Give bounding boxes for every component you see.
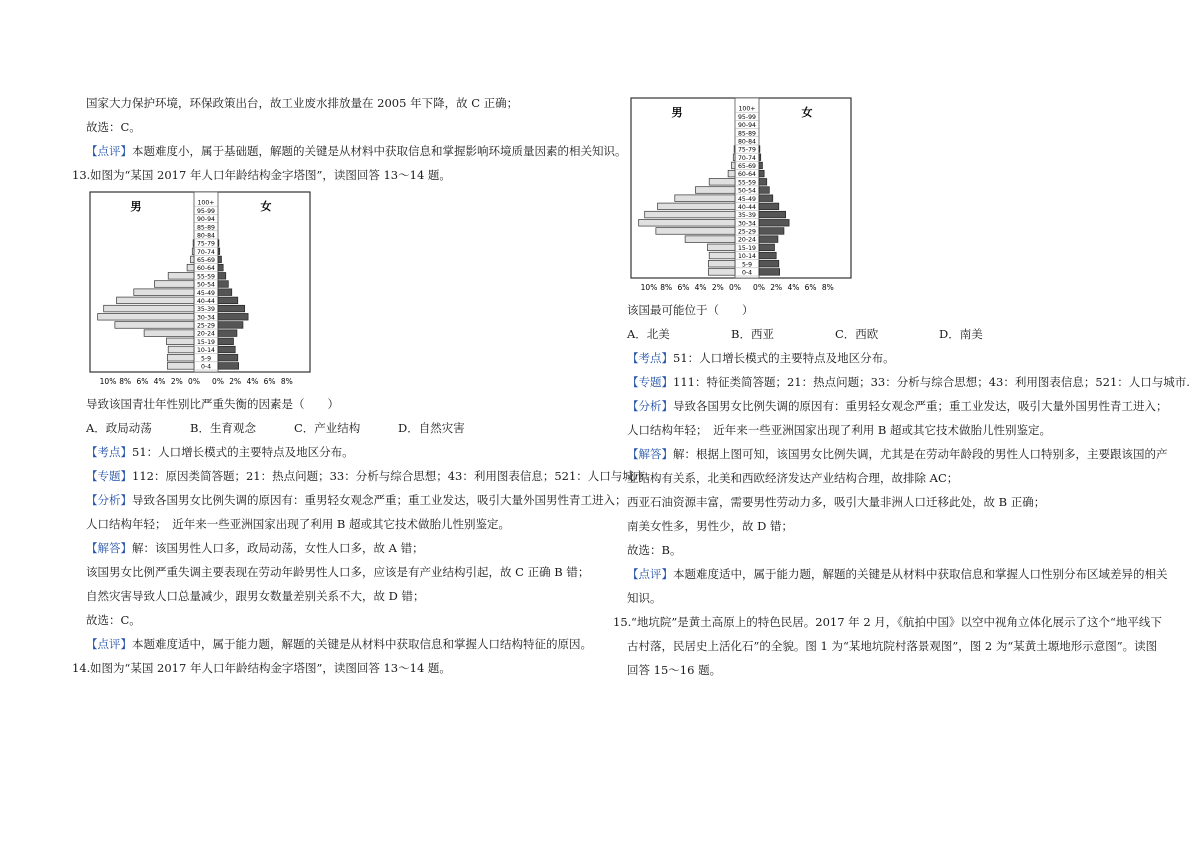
x-tick-label-male: 2% xyxy=(170,377,183,386)
x-tick-label-male: 4% xyxy=(153,377,166,386)
x-tick-label-male: 2% xyxy=(711,283,724,292)
zhuanti-line xyxy=(627,375,1190,389)
x-tick-label-female: 4% xyxy=(787,283,800,292)
male-bar xyxy=(708,269,735,276)
female-bar xyxy=(759,236,778,243)
jieda-tag: 【解答】 xyxy=(86,541,132,555)
zhuanti-tag: 【专题】 xyxy=(86,469,132,483)
fenxi-text: 导致各国男女比例失调的原因有：重男轻女观念严重；重工业发达，吸引大量外国男性青工进入； xyxy=(132,493,627,507)
age-tick-label: 95-99 xyxy=(738,113,756,121)
age-tick-label: 50-54 xyxy=(197,281,215,289)
option-c[interactable]: C．西欧 xyxy=(835,327,879,341)
option-b[interactable]: B．西亚 xyxy=(731,327,774,341)
age-tick-label: 10-14 xyxy=(197,347,215,355)
age-tick-label: 90-94 xyxy=(197,216,215,224)
male-bar xyxy=(733,154,735,161)
x-tick-label-female: 8% xyxy=(821,283,834,292)
x-tick-label-male: 8% xyxy=(119,377,132,386)
options-row xyxy=(627,327,983,341)
age-tick-label: 35-39 xyxy=(197,306,215,314)
female-bar xyxy=(218,256,221,263)
review-line xyxy=(627,567,1168,581)
male-bar xyxy=(191,256,194,263)
female-bar xyxy=(218,330,237,337)
female-bar xyxy=(218,248,220,255)
pyramid-svg xyxy=(86,188,314,402)
review-line xyxy=(86,144,627,158)
male-bar xyxy=(154,281,194,288)
female-bar xyxy=(218,346,235,353)
kaodian-tag: 【考点】 xyxy=(86,445,132,459)
x-tick-label-male: 10% xyxy=(640,283,658,292)
age-tick-label: 5-9 xyxy=(200,355,212,363)
review-tag: 【点评】 xyxy=(627,567,673,581)
jieda-text: 解：根据上图可知，该国男女比例失调，尤其是在劳动年龄段的男性人口特别多，主要跟该国的产 xyxy=(673,447,1168,461)
age-tick-label: 70-74 xyxy=(197,248,215,256)
female-bar xyxy=(759,219,789,226)
age-tick-label: 50-54 xyxy=(738,187,756,195)
female-bar xyxy=(759,228,784,235)
option-a[interactable]: A．政局动荡 xyxy=(86,421,152,435)
male-bar xyxy=(639,219,735,226)
female-label: 女 xyxy=(801,106,813,119)
review-text: 本题难度适中，属于能力题，解题的关键是从材料中获取信息和掌握人口性别分布区域差异的相关 xyxy=(673,567,1168,581)
fenxi-line xyxy=(627,399,1168,413)
age-tick-label: 65-69 xyxy=(197,257,215,265)
male-label: 男 xyxy=(130,200,142,213)
fenxi-text: 导致各国男女比例失调的原因有：重男轻女观念严重；重工业发达，吸引大量外国男性青工进入； xyxy=(673,399,1168,413)
x-tick-label-female: 2% xyxy=(770,283,783,292)
age-tick-label: 0-4 xyxy=(741,269,753,277)
jieda-tag: 【解答】 xyxy=(627,447,673,461)
fenxi-continued: 人口结构年轻； 近年来一些亚洲国家出现了利用 B 超或其它技术做胎儿性别鉴定。 xyxy=(86,517,511,531)
question-number: 14. xyxy=(72,661,91,675)
option-b[interactable]: B．生育观念 xyxy=(190,421,256,435)
female-bar xyxy=(759,260,779,267)
age-tick-label: 30-34 xyxy=(738,220,756,228)
female-bar xyxy=(759,179,767,186)
option-a[interactable]: A．北美 xyxy=(627,327,670,341)
x-tick-label-male: 6% xyxy=(677,283,690,292)
x-tick-label-female: 2% xyxy=(229,377,242,386)
female-bar xyxy=(759,170,764,177)
option-d[interactable]: D．自然灾害 xyxy=(398,421,465,435)
population-pyramid-chart xyxy=(627,94,855,312)
male-label: 男 xyxy=(671,106,683,119)
female-bar xyxy=(218,354,238,361)
female-label: 女 xyxy=(260,200,272,213)
jieda-continued: 自然灾害导致人口总量减少，跟男女数量差别关系不大，故 D 错； xyxy=(86,589,425,603)
age-tick-label: 20-24 xyxy=(738,236,756,244)
female-bar xyxy=(759,203,779,210)
age-tick-label: 85-89 xyxy=(738,130,756,138)
age-tick-label: 0-4 xyxy=(200,363,212,371)
age-tick-label: 5-9 xyxy=(741,261,753,269)
review-continued: 知识。 xyxy=(627,591,662,605)
fenxi-line xyxy=(86,493,627,507)
female-bar xyxy=(218,363,239,370)
fenxi-tag: 【分析】 xyxy=(86,493,132,507)
age-tick-label: 65-69 xyxy=(738,163,756,171)
jieda-text: 解：该国男性人口多，政局动荡，女性人口多，故 A 错； xyxy=(132,541,424,555)
age-tick-label: 60-64 xyxy=(738,171,756,179)
male-bar xyxy=(192,248,194,255)
age-tick-label: 55-59 xyxy=(738,179,756,187)
male-bar xyxy=(187,264,194,271)
female-bar xyxy=(218,338,233,345)
female-bar xyxy=(759,154,761,161)
question-number: 15. xyxy=(613,615,632,629)
jieda-continued: 该国男女比例严重失调主要表现在劳动年龄男性人口多，应该是有产业结构引起，故 C 正确 B 错； xyxy=(86,565,590,579)
age-tick-label: 25-29 xyxy=(738,228,756,236)
male-bar xyxy=(144,330,194,337)
question-stem: “地坑院”是黄土高原上的特色民居。2017 年 2 月，《航拍中国》以空中视角立体化展示了这个“地平线下 xyxy=(631,615,1162,629)
x-tick-label-male: 6% xyxy=(136,377,149,386)
question-stem: 如图为“某国 2017 年人口年龄结构金字塔图”，读图回答 13～14 题。 xyxy=(90,168,451,182)
review-tag: 【点评】 xyxy=(86,144,132,158)
zhuanti-line xyxy=(86,469,649,483)
age-tick-label: 15-19 xyxy=(738,244,756,252)
female-bar xyxy=(759,252,776,259)
x-tick-label-male: 0% xyxy=(729,283,741,292)
jieda-continued: 业结构有关系，北美和西欧经济发达产业结构合理，故排除 AC； xyxy=(627,471,959,485)
x-tick-label-female: 8% xyxy=(280,377,293,386)
x-tick-label-female: 6% xyxy=(804,283,817,292)
male-bar xyxy=(115,322,194,329)
age-tick-label: 95-99 xyxy=(197,207,215,215)
x-tick-label-male: 10% xyxy=(99,377,117,386)
age-tick-label: 80-84 xyxy=(197,232,215,240)
population-pyramid-chart xyxy=(86,188,314,406)
x-tick-label-female: 0% xyxy=(753,283,765,292)
jieda-continued: 故选：B。 xyxy=(627,543,682,557)
option-d[interactable]: D．南美 xyxy=(939,327,983,341)
male-bar xyxy=(708,260,735,267)
male-bar xyxy=(734,146,735,153)
female-bar xyxy=(759,195,773,202)
review-text: 本题难度小，属于基础题，解题的关键是从材料中获取信息和掌握影响环境质量因素的相关知识。 xyxy=(132,144,627,158)
age-tick-label: 35-39 xyxy=(738,212,756,220)
age-tick-label: 90-94 xyxy=(738,122,756,130)
fenxi-continued: 人口结构年轻； 近年来一些亚洲国家出现了利用 B 超或其它技术做胎儿性别鉴定。 xyxy=(627,423,1052,437)
female-bar xyxy=(759,162,762,169)
age-tick-label: 100+ xyxy=(197,199,215,207)
text-line: 故选：C。 xyxy=(86,120,141,134)
kaodian-tag: 【考点】 xyxy=(627,351,673,365)
zhuanti-text: 112：原因类简答题；21：热点问题；33：分析与综合思想；43：利用图表信息；521：人口与城市. xyxy=(132,469,649,483)
male-bar xyxy=(709,179,735,186)
age-tick-label: 45-49 xyxy=(738,195,756,203)
question-stem: 古村落，民居史上活化石”的全貌。图 1 为“某地坑院村落景观图”，图 2 为“某黄土塬地形示意图”。读图 xyxy=(627,639,1158,653)
female-bar xyxy=(759,187,769,194)
age-tick-label: 15-19 xyxy=(197,338,215,346)
male-bar xyxy=(707,244,735,251)
kaodian-line xyxy=(86,445,354,459)
x-tick-label-male: 0% xyxy=(188,377,200,386)
age-tick-label: 30-34 xyxy=(197,314,215,322)
options-row xyxy=(86,421,465,435)
male-bar xyxy=(709,252,735,259)
female-bar xyxy=(759,146,760,153)
x-tick-label-male: 8% xyxy=(660,283,673,292)
female-bar xyxy=(218,264,223,271)
female-bar xyxy=(218,297,238,304)
male-bar xyxy=(166,338,194,345)
female-bar xyxy=(759,211,786,218)
zhuanti-text: 111：特征类简答题；21：热点问题；33：分析与综合思想；43：利用图表信息；521：人口与城市. xyxy=(673,375,1190,389)
question-stem: 回答 15～16 题。 xyxy=(627,663,722,677)
jieda-line xyxy=(86,541,424,555)
jieda-continued: 故选：C。 xyxy=(86,613,141,627)
jieda-line xyxy=(627,447,1168,461)
male-bar xyxy=(645,211,735,218)
female-bar xyxy=(218,281,228,288)
male-bar xyxy=(695,187,735,194)
age-tick-label: 70-74 xyxy=(738,154,756,162)
male-bar xyxy=(134,289,194,296)
x-tick-label-female: 0% xyxy=(212,377,224,386)
male-bar xyxy=(117,297,194,304)
text-line: 国家大力保护环境，环保政策出台，故工业废水排放量在 2005 年下降，故 C 正确； xyxy=(86,96,519,110)
male-bar xyxy=(167,363,194,370)
female-bar xyxy=(218,240,219,247)
pyramid-svg xyxy=(627,94,855,308)
age-tick-label: 100+ xyxy=(738,105,756,113)
x-tick-label-female: 6% xyxy=(263,377,276,386)
male-bar xyxy=(98,313,194,320)
x-tick-label-female: 4% xyxy=(246,377,259,386)
age-tick-label: 40-44 xyxy=(738,203,756,211)
male-bar xyxy=(732,162,735,169)
age-tick-label: 80-84 xyxy=(738,138,756,146)
male-bar xyxy=(193,240,194,247)
age-tick-label: 10-14 xyxy=(738,253,756,261)
age-tick-label: 25-29 xyxy=(197,322,215,330)
male-bar xyxy=(658,203,735,210)
jieda-continued: 南美女性多，男性少，故 D 错； xyxy=(627,519,794,533)
female-bar xyxy=(218,289,232,296)
question-stem: 如图为“某国 2017 年人口年龄结构金字塔图”，读图回答 13～14 题。 xyxy=(90,661,451,675)
female-bar xyxy=(218,305,245,312)
male-bar xyxy=(656,228,735,235)
age-tick-label: 85-89 xyxy=(197,224,215,232)
kaodian-text: 51：人口增长模式的主要特点及地区分布。 xyxy=(132,445,354,459)
female-bar xyxy=(759,244,774,251)
zhuanti-tag: 【专题】 xyxy=(627,375,673,389)
x-tick-label-male: 4% xyxy=(694,283,707,292)
age-tick-label: 55-59 xyxy=(197,273,215,281)
male-bar xyxy=(728,170,735,177)
question-number: 13. xyxy=(72,168,91,182)
female-bar xyxy=(218,313,248,320)
age-tick-label: 40-44 xyxy=(197,297,215,305)
age-tick-label: 60-64 xyxy=(197,265,215,273)
age-tick-label: 75-79 xyxy=(197,240,215,248)
age-tick-label: 20-24 xyxy=(197,330,215,338)
male-bar xyxy=(168,346,194,353)
option-c[interactable]: C．产业结构 xyxy=(294,421,361,435)
male-bar xyxy=(675,195,735,202)
age-tick-label: 45-49 xyxy=(197,289,215,297)
question-text: 导致该国青壮年性别比严重失衡的因素是（ ） xyxy=(86,397,339,411)
male-bar xyxy=(168,273,194,280)
male-bar xyxy=(167,354,194,361)
jieda-continued: 西亚石油资源丰富，需要男性劳动力多，吸引大量非洲人口迁移此处，故 B 正确； xyxy=(627,495,1046,509)
review-line xyxy=(86,637,592,651)
male-bar xyxy=(104,305,194,312)
kaodian-text: 51：人口增长模式的主要特点及地区分布。 xyxy=(673,351,895,365)
review-text: 本题难度适中，属于能力题，解题的关键是从材料中获取信息和掌握人口结构特征的原因。 xyxy=(132,637,592,651)
kaodian-line xyxy=(627,351,895,365)
female-bar xyxy=(218,322,243,329)
female-bar xyxy=(218,273,226,280)
age-tick-label: 75-79 xyxy=(738,146,756,154)
question-text: 该国最可能位于（ ） xyxy=(627,303,754,317)
review-tag: 【点评】 xyxy=(86,637,132,651)
male-bar xyxy=(685,236,735,243)
female-bar xyxy=(759,269,780,276)
fenxi-tag: 【分析】 xyxy=(627,399,673,413)
